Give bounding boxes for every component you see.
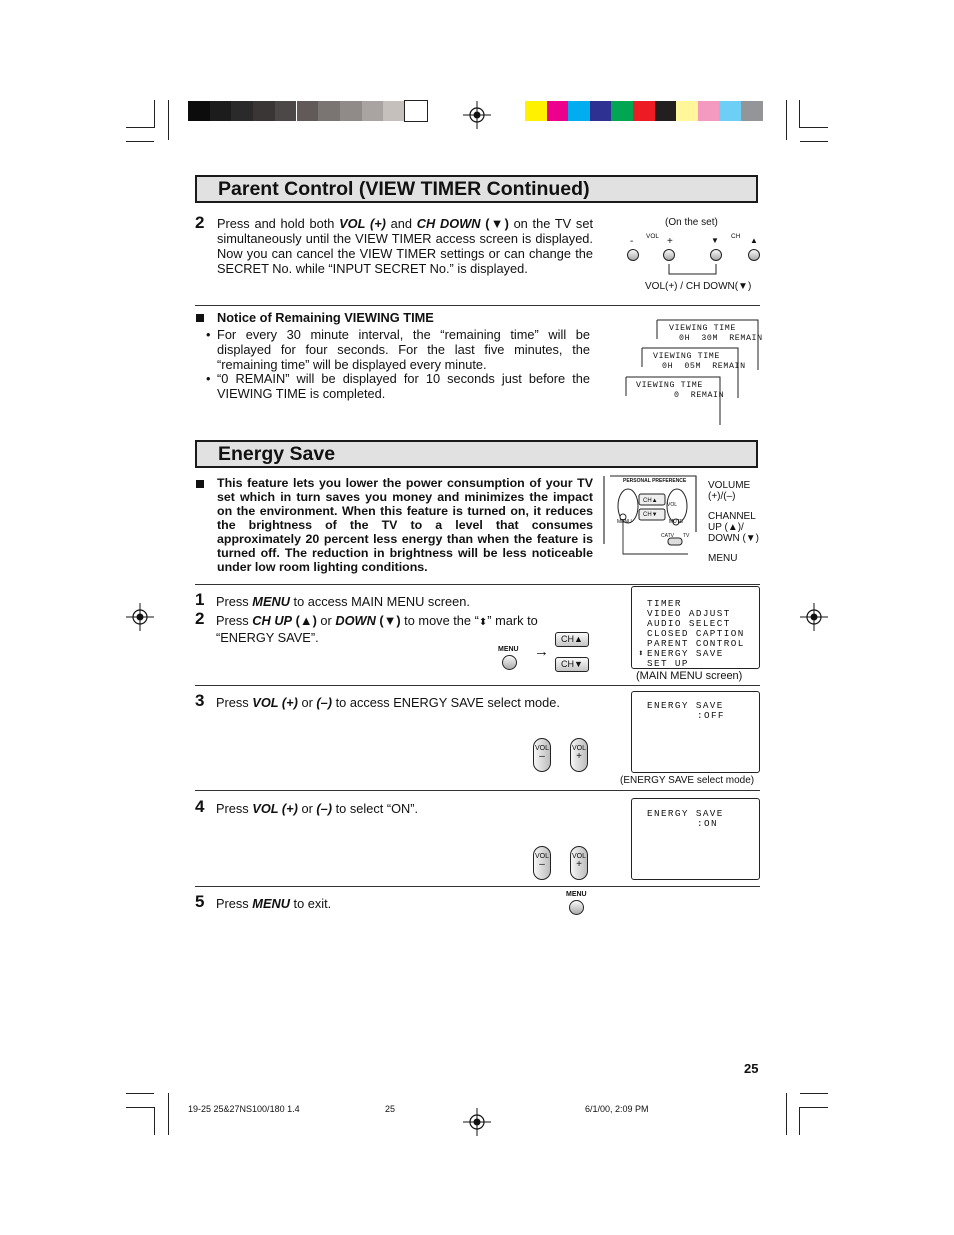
menu-line-set-up: SET UP bbox=[647, 658, 689, 669]
divider bbox=[195, 305, 760, 306]
vol-label: VOL bbox=[646, 233, 660, 240]
set-bottom-caption: VOL(+) / CH DOWN(▼) bbox=[645, 281, 752, 292]
registration-target-icon bbox=[463, 1108, 491, 1136]
section-title-parent-control bbox=[195, 175, 758, 203]
timer-screen-1-line-1: VIEWING TIME bbox=[669, 324, 736, 333]
arrow-right-icon: → bbox=[534, 643, 549, 660]
gray-swatch bbox=[275, 101, 297, 121]
color-swatch bbox=[633, 101, 655, 121]
timer-screen-2-line-2: 0H 05M REMAIN bbox=[662, 362, 746, 371]
remote-catv-label: CATV bbox=[661, 533, 674, 539]
color-swatch bbox=[590, 101, 612, 121]
gray-swatch bbox=[362, 101, 384, 121]
step-1-text: Press MENU to access MAIN MENU screen. bbox=[216, 594, 470, 609]
set-vol-minus-button[interactable] bbox=[627, 249, 639, 261]
divider bbox=[195, 685, 760, 686]
key-vol-minus: (–) bbox=[316, 801, 333, 816]
color-swatch bbox=[655, 101, 677, 121]
footer-left: 19-25 25&27NS100/180 1.4 bbox=[188, 1104, 300, 1114]
menu-line-timer: TIMER bbox=[647, 598, 682, 609]
bracket-line bbox=[660, 262, 730, 278]
key-vol-minus: (–) bbox=[316, 695, 333, 710]
notice-heading: Notice of Remaining VIEWING TIME bbox=[217, 310, 434, 325]
remote-tv-label: TV bbox=[683, 533, 690, 539]
vol-minus-button[interactable]: VOL – bbox=[533, 738, 551, 772]
minus-label: - bbox=[630, 236, 634, 247]
section-title-text: Energy Save bbox=[218, 443, 336, 465]
step-number: 5 bbox=[195, 892, 205, 911]
key-vol-plus: VOL (+) bbox=[252, 801, 298, 816]
gray-swatch bbox=[188, 101, 210, 121]
key-down: DOWN bbox=[335, 613, 376, 628]
step-text: Press and hold both VOL (+) and CH DOWN (▼) on the TV set simultaneously until the VIEW TIMER access screen is displayed. Now you can cancel the VIEW TIMER settings or can change the SECRET No. while “INPUT SECRET No.” is displayed. bbox=[217, 216, 593, 276]
crop-mark bbox=[126, 141, 154, 142]
menu-line-energy-save: ENERGY SAVE bbox=[647, 648, 724, 659]
remote-label-channel-2: UP (▲)/ bbox=[708, 522, 744, 533]
section-title-energy-save bbox=[195, 440, 758, 468]
crop-mark bbox=[154, 1107, 155, 1135]
step-number: 4 bbox=[195, 797, 205, 816]
crop-mark bbox=[800, 127, 828, 128]
key-ch-down: CH DOWN bbox=[416, 216, 481, 231]
menu-button-label: MENU bbox=[566, 891, 587, 898]
timer-screen-3-line-1: VIEWING TIME bbox=[636, 381, 703, 390]
crop-mark bbox=[800, 1093, 828, 1094]
remote-label-menu: MENU bbox=[708, 553, 738, 564]
gray-swatch bbox=[318, 101, 340, 121]
footer-right: 6/1/00, 2:09 PM bbox=[585, 1104, 649, 1114]
set-ch-down-button[interactable] bbox=[710, 249, 722, 261]
set-ch-up-button[interactable] bbox=[748, 249, 760, 261]
color-swatch bbox=[676, 101, 698, 121]
divider bbox=[195, 790, 760, 791]
crop-mark bbox=[800, 1107, 828, 1108]
menu-marker-icon: ⬍ bbox=[638, 648, 645, 659]
divider bbox=[195, 886, 760, 887]
step-number: 3 bbox=[195, 691, 205, 710]
crop-mark bbox=[786, 100, 787, 140]
step-3-text: Press VOL (+) or (–) to access ENERGY SAVE select mode. bbox=[216, 695, 560, 710]
key-menu: MENU bbox=[252, 896, 290, 911]
step-number: 2 bbox=[195, 609, 205, 628]
bullet-mark: • bbox=[206, 371, 211, 386]
vol-plus-button[interactable]: VOL + bbox=[570, 846, 588, 880]
remote-label-channel-3: DOWN (▼) bbox=[708, 533, 759, 544]
section-title-text: Parent Control (VIEW TIMER Continued) bbox=[218, 178, 590, 200]
menu-button[interactable] bbox=[569, 900, 584, 915]
remote-ch-down-label: CH▼ bbox=[643, 512, 658, 518]
registration-target-icon bbox=[463, 101, 491, 129]
color-swatch bbox=[719, 101, 741, 121]
step-5-text: Press MENU to exit. bbox=[216, 896, 332, 911]
menu-line-closed-caption: CLOSED CAPTION bbox=[647, 628, 745, 639]
gray-swatch bbox=[383, 101, 405, 121]
registration-target-icon bbox=[800, 603, 828, 631]
key-vol-plus: VOL (+) bbox=[252, 695, 298, 710]
remote-vol-label: VOL bbox=[667, 502, 678, 508]
key-ch-up: CH UP bbox=[252, 613, 293, 628]
timer-screen-2-line-1: VIEWING TIME bbox=[653, 352, 720, 361]
crop-mark bbox=[786, 1093, 787, 1135]
set-caption: (On the set) bbox=[665, 217, 718, 228]
gray-swatch bbox=[253, 101, 275, 121]
gray-swatch bbox=[210, 101, 232, 121]
crop-mark bbox=[168, 100, 169, 140]
gray-swatch bbox=[297, 101, 319, 121]
main-menu-caption: (MAIN MENU screen) bbox=[636, 670, 743, 682]
crop-mark bbox=[126, 1093, 154, 1094]
menu-line-video-adjust: VIDEO ADJUST bbox=[647, 608, 731, 619]
color-swatch bbox=[525, 101, 547, 121]
ch-up-button[interactable]: CH▲ bbox=[555, 632, 589, 647]
registration-target-icon bbox=[126, 603, 154, 631]
crop-mark bbox=[800, 141, 828, 142]
step-4-text: Press VOL (+) or (–) to select “ON”. bbox=[216, 801, 419, 816]
color-swatch bbox=[568, 101, 590, 121]
timer-screen-3-line-2: 0 REMAIN bbox=[674, 391, 725, 400]
menu-button-label: MENU bbox=[498, 646, 519, 653]
energy-save-value-off: :OFF bbox=[697, 710, 725, 721]
gray-swatch bbox=[340, 101, 362, 121]
ch-down-button[interactable]: CH▼ bbox=[555, 657, 589, 672]
bullet-square-icon bbox=[196, 480, 204, 488]
footer-center: 25 bbox=[385, 1104, 396, 1114]
remote-label-channel: CHANNEL bbox=[708, 511, 756, 522]
remote-personal-label: PERSONAL PREFERENCE bbox=[623, 478, 687, 484]
remote-ch-up-label: CH▲ bbox=[643, 498, 658, 504]
timer-screen-1-line-2: 0H 30M REMAIN bbox=[679, 334, 763, 343]
ch-label: CH bbox=[731, 233, 741, 240]
bullet-mark: • bbox=[206, 327, 211, 342]
energy-save-label: ENERGY SAVE bbox=[647, 700, 724, 711]
energy-save-mode-caption: (ENERGY SAVE select mode) bbox=[620, 775, 755, 786]
vol-minus-button[interactable]: VOL – bbox=[533, 846, 551, 880]
bullet-square-icon bbox=[196, 314, 204, 322]
key-vol-plus: VOL (+) bbox=[339, 216, 386, 231]
color-swatch bbox=[547, 101, 569, 121]
gray-swatch bbox=[405, 101, 427, 121]
plus-label: + bbox=[667, 236, 673, 247]
crop-mark bbox=[168, 1093, 169, 1135]
crop-mark bbox=[154, 100, 155, 128]
remote-label-volume: VOLUME bbox=[708, 480, 751, 491]
step-2-text: Press CH UP (▲) or DOWN (▼) to move the “⬍” mark to “ENERGY SAVE”. bbox=[216, 613, 538, 645]
menu-button[interactable] bbox=[502, 655, 517, 670]
step-number: 1 bbox=[195, 590, 205, 609]
menu-line-audio-select: AUDIO SELECT bbox=[647, 618, 731, 629]
color-swatch bbox=[698, 101, 720, 121]
set-vol-plus-button[interactable] bbox=[663, 249, 675, 261]
energy-save-label: ENERGY SAVE bbox=[647, 808, 724, 819]
notice-bullet-2: “0 REMAIN” will be displayed for 10 seconds just before the VIEWING TIME is completed. bbox=[217, 371, 590, 401]
notice-bullet-1: For every 30 minute interval, the “remaining time” will be displayed for four seconds. For the last five minutes, the “remaining time” will be displayed every minute. bbox=[217, 327, 590, 372]
gray-swatch bbox=[231, 101, 253, 121]
down-arrow-icon: ▼ bbox=[711, 236, 719, 245]
remote-mute-label: MUTE bbox=[669, 519, 684, 525]
color-swatch bbox=[741, 101, 763, 121]
vol-plus-button[interactable]: VOL + bbox=[570, 738, 588, 772]
page-number: 25 bbox=[744, 1061, 759, 1076]
crop-mark bbox=[799, 100, 800, 128]
up-arrow-icon: ▲ bbox=[750, 236, 758, 245]
remote-label-volume-2: (+)/(–) bbox=[708, 491, 736, 502]
key-menu: MENU bbox=[252, 594, 290, 609]
color-swatch bbox=[611, 101, 633, 121]
up-down-marker-icon: ⬍ bbox=[478, 617, 488, 628]
remote-menu-label: MENU bbox=[617, 519, 632, 525]
step-number: 2 bbox=[195, 213, 205, 232]
crop-mark bbox=[126, 1107, 154, 1108]
divider bbox=[195, 584, 760, 585]
crop-mark bbox=[126, 127, 154, 128]
menu-line-parent-control: PARENT CONTROL bbox=[647, 638, 745, 649]
energy-save-intro: This feature lets you lower the power consumption of your TV set which in turn saves you money and minimizes the impact on the environment. When this feature is turned on, it reduces the brightness of the TV to a level that consumes approximately 20 percent less energy than when the feature is turned off. The reduction in brightness will be less noticeable under low room lighting conditions. bbox=[217, 476, 593, 574]
energy-save-value-on: :ON bbox=[697, 818, 718, 829]
crop-mark bbox=[799, 1107, 800, 1135]
